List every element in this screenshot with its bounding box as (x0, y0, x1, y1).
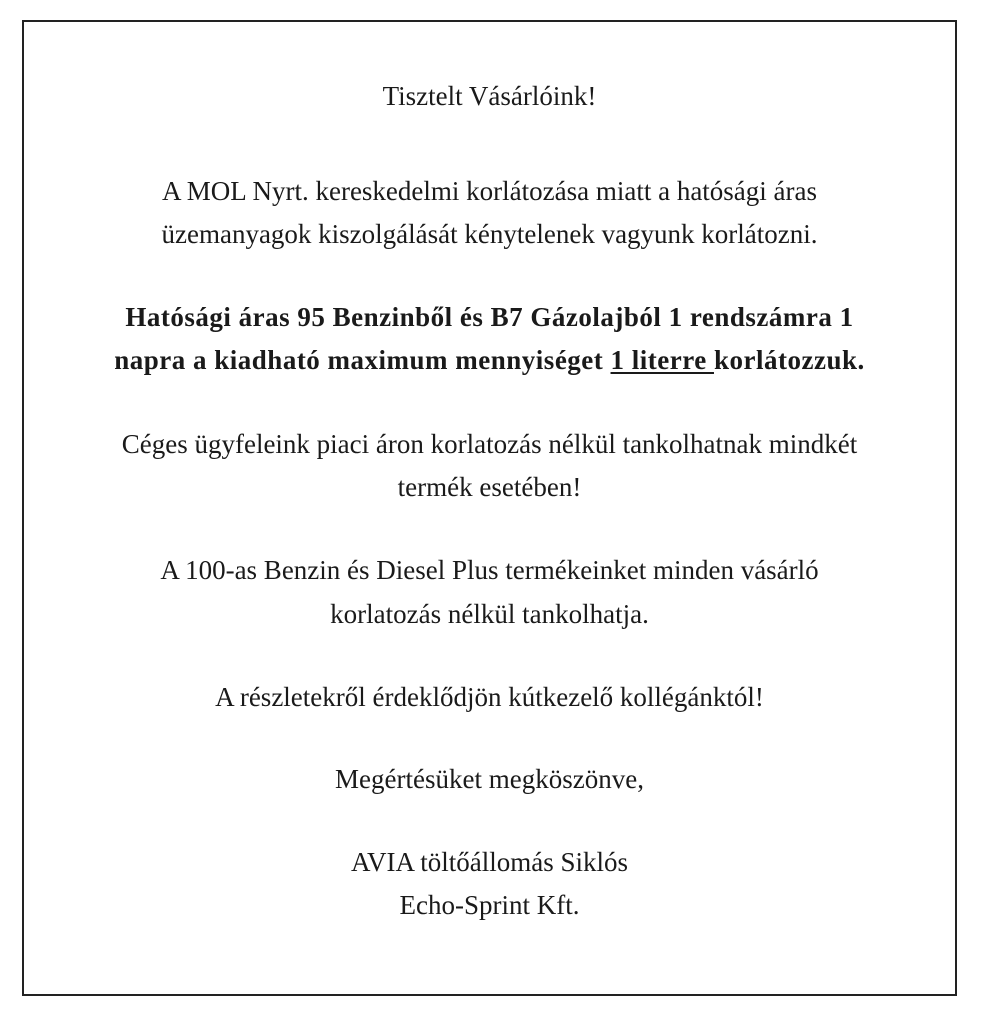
business-line-2: termék esetében! (397, 472, 582, 502)
limit-line-1: Hatósági áras 95 Benzinből és B7 Gázolajból 1 rendszámra 1 (125, 302, 854, 332)
greeting: Tisztelt Vásárlóink! (382, 81, 597, 111)
signature-station: AVIA töltőállomás Siklós (350, 847, 629, 877)
limit-line-2-before: napra a kiadható maximum mennyiséget (114, 345, 611, 375)
limit-line-2 (24, 343, 955, 377)
inquiry-text: A részletekről érdeklődjön kútkezelő kollégánktól! (215, 682, 764, 712)
business-line-1: Céges ügyfeleink piaci áron korlatozás nélkül tankolhatnak mindkét (121, 429, 858, 459)
intro-line-2: üzemanyagok kiszolgálását kénytelenek vagyunk korlátozni. (161, 219, 818, 249)
limit-line-2-after: korlátozzuk. (713, 345, 865, 375)
intro-line-1: A MOL Nyrt. kereskedelmi korlátozása miatt a hatósági áras (161, 176, 818, 206)
notice-frame (22, 20, 957, 996)
thanks-text: Megértésüket megköszönve, (335, 764, 644, 794)
premium-line-1: A 100-as Benzin és Diesel Plus termékeinket minden vásárló (160, 555, 819, 585)
premium-line-2: korlatozás nélkül tankolhatja. (330, 599, 649, 629)
signature-company: Echo-Sprint Kft. (399, 890, 580, 920)
limit-amount-underlined: 1 literre (610, 345, 714, 375)
